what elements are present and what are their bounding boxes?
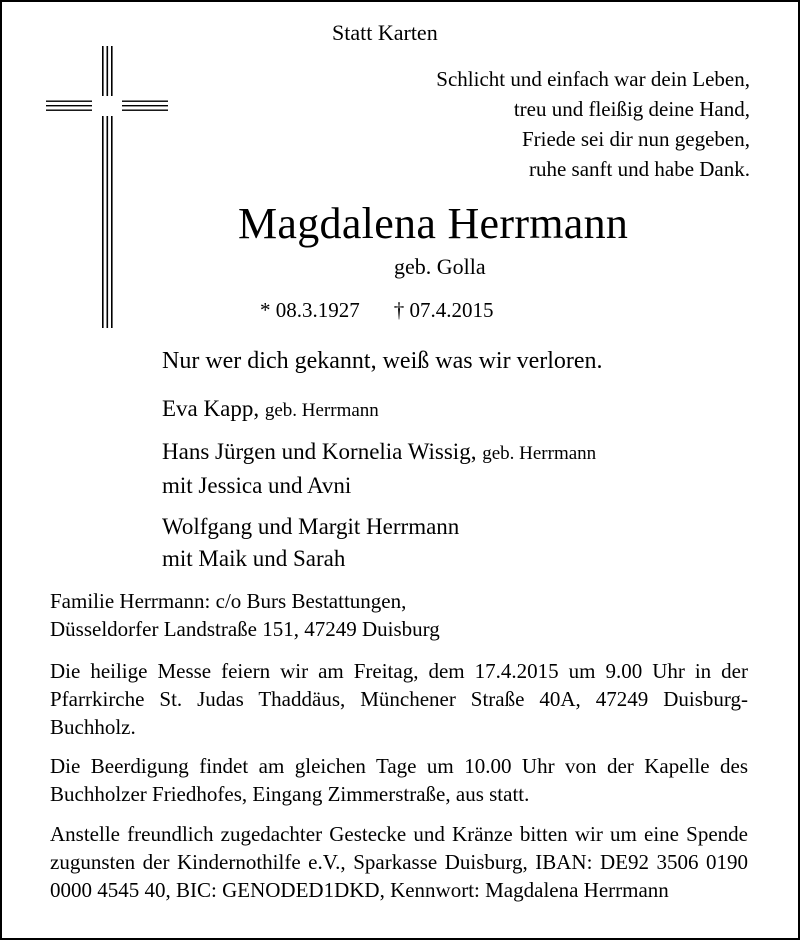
family-member-name: Eva Kapp, — [162, 396, 260, 421]
burial-text: Die Beerdigung findet am gleichen Tage um 10.00 Uhr von der Kapelle des Buchholzer Friedhofes, Eingang Zimmerstraße, aus statt. — [50, 754, 748, 806]
family-member-maiden: geb. Herrmann — [264, 400, 379, 421]
poem-line: Friede sei dir nun gegeben, — [521, 127, 750, 151]
family-member — [162, 393, 379, 427]
mass-text: Die heilige Messe feiern wir am Freitag, dem 17.4.2015 um 9.00 Uhr in der Pfarrkirche St. Judas Thaddäus, Münchener Straße 40A, 47249 Duisburg-Buchholz. — [50, 659, 748, 739]
contact-line: Düsseldorfer Landstraße 151, 47249 Duisburg — [50, 617, 440, 641]
poem-line: ruhe sanft und habe Dank. — [528, 157, 750, 181]
poem — [436, 64, 750, 184]
memorial-quote: Nur wer dich gekannt, weiß was wir verloren. — [162, 348, 603, 374]
family-member — [162, 436, 596, 502]
birth-date: * 08.3.1927 — [260, 298, 360, 322]
cross-icon — [46, 46, 170, 330]
contact-line: Familie Herrmann: c/o Burs Bestattungen, — [50, 589, 407, 613]
family-member-children: mit Maik und Sarah — [162, 546, 346, 571]
poem-line: treu und fleißig deine Hand, — [513, 97, 750, 121]
family-member-name: Hans Jürgen und Kornelia Wissig, — [162, 439, 477, 464]
donation-info — [50, 820, 748, 904]
donation-text: Anstelle freundlich zugedachter Gestecke und Kränze bitten wir um eine Spende zugunsten der Kindernothilfe e.V., Sparkasse Duisburg, IBAN: DE92 3506 0190 0000 4545 40, BIC: GENODED1DKD, Kennwort: Magdalena Herrmann — [50, 822, 748, 902]
deceased-name: Magdalena Herrmann — [238, 199, 629, 248]
poem-line: Schlicht und einfach war dein Leben, — [436, 67, 750, 91]
family-member — [162, 511, 459, 575]
family-member-name: Wolfgang und Margit Herrmann — [162, 514, 460, 539]
life-dates — [260, 298, 494, 323]
mass-info — [50, 657, 748, 741]
family-member-maiden: geb. Herrmann — [482, 443, 597, 464]
statt-karten-heading: Statt Karten — [332, 20, 438, 45]
family-member-children: mit Jessica und Avni — [162, 473, 352, 498]
death-date: † 07.4.2015 — [393, 298, 494, 322]
contact-address — [50, 587, 748, 643]
burial-info — [50, 752, 748, 808]
birth-name: geb. Golla — [394, 254, 486, 279]
